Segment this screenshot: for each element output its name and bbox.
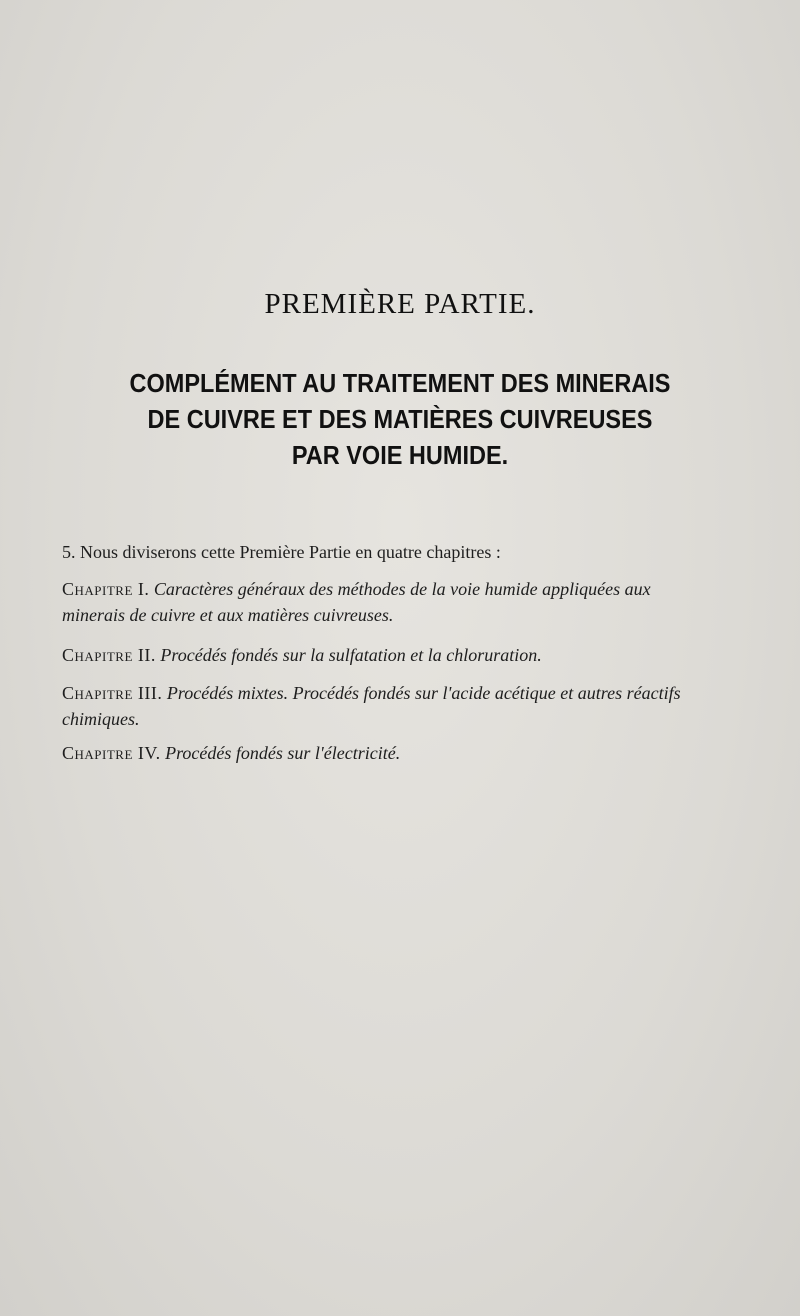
chapter-label: Chapitre I. xyxy=(62,579,150,599)
section-heading-line-2: DE CUIVRE ET DES MATIÈRES CUIVREUSES xyxy=(147,404,653,434)
section-heading-line-3: PAR VOIE HUMIDE. xyxy=(291,440,509,470)
chapter-entry-3 xyxy=(62,680,710,732)
section-heading-line-1: COMPLÉMENT AU TRAITEMENT DES MINERAIS xyxy=(129,368,671,398)
part-title: PREMIÈRE PARTIE. xyxy=(264,288,536,320)
chapter-title: Caractères généraux des méthodes de la voie humide appliquées aux minerais de cuivre et aux matières cuivreuses. xyxy=(62,579,651,625)
chapter-title: Procédés mixtes. Procédés fondés sur l'acide acétique et autres réactifs chimiques. xyxy=(62,683,681,729)
chapter-entry-1 xyxy=(62,576,710,628)
chapter-label: Chapitre II. xyxy=(62,645,156,665)
chapter-label: Chapitre III. xyxy=(62,683,163,703)
chapter-entry-4 xyxy=(62,740,710,766)
bleed-through-text xyxy=(50,90,710,165)
chapter-title: Procédés fondés sur la sulfatation et la chloruration. xyxy=(160,645,542,665)
chapter-title: Procédés fondés sur l'électricité. xyxy=(165,743,401,763)
chapter-entry-2 xyxy=(62,642,710,668)
intro-paragraph: 5. Nous diviserons cette Première Partie en quatre chapitres : xyxy=(62,542,501,562)
chapter-label: Chapitre IV. xyxy=(62,743,161,763)
